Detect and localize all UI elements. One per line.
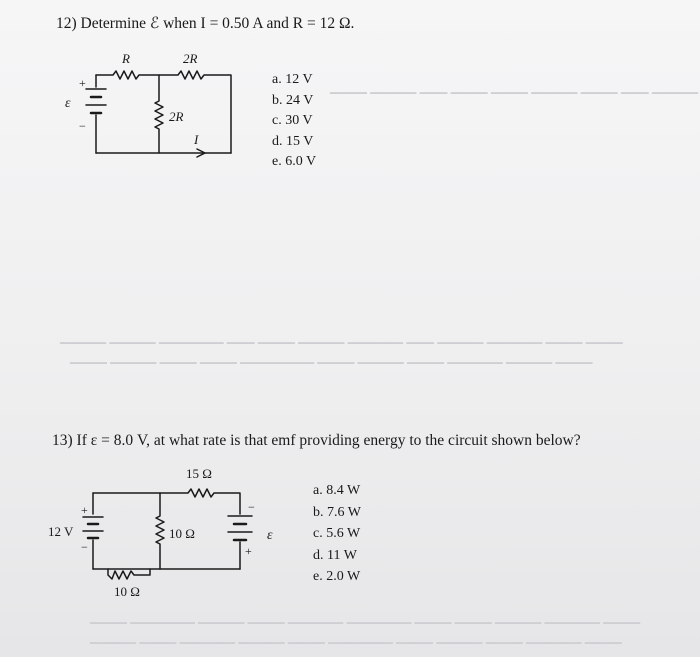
- q12-2r-mid-label: 2R: [169, 109, 184, 124]
- choice-d[interactable]: d. 15 V: [272, 133, 314, 149]
- q13-10-ohm-mid-label: 10 Ω: [169, 526, 195, 541]
- choice-d[interactable]: d. 11 W: [313, 547, 357, 563]
- q13-left-minus-label: −: [81, 540, 88, 554]
- q12-plus-label: +: [79, 76, 86, 90]
- choice-e[interactable]: e. 2.0 W: [313, 569, 361, 584]
- choice-b[interactable]: b. 7.6 W: [313, 504, 361, 520]
- top-branch-wire: [96, 71, 231, 153]
- top-wire-15-ohm: [93, 489, 240, 514]
- choice-c[interactable]: c. 5.6 W: [313, 526, 361, 541]
- q13-12v-label: 12 V: [48, 524, 74, 539]
- q12-current-label: I: [194, 132, 199, 147]
- middle-resistor-2r: [155, 75, 163, 153]
- bottom-resistor-10-ohm: [108, 569, 150, 579]
- choice-a[interactable]: a. 12 V: [272, 72, 313, 87]
- q13-right-minus-label: −: [248, 500, 255, 514]
- q13-emf-label: ε: [267, 528, 273, 543]
- question-12-title: 12) Determine ℰ when I = 0.50 A and R = 12 Ω.: [56, 15, 355, 32]
- bleed-through-text: ▁▁▁▁ ▁▁▁▁▁ ▁▁▁ ▁▁▁▁ ▁▁▁▁ ▁▁▁▁▁ ▁▁▁▁ ▁▁▁ ▁▁▁▁▁: [330, 80, 699, 94]
- choice-b[interactable]: b. 24 V: [272, 92, 314, 108]
- middle-resistor-10-ohm: [156, 493, 164, 569]
- q12-minus-label: −: [79, 119, 86, 133]
- bleed-through-text: ▁▁▁▁ ▁▁▁▁▁▁▁ ▁▁▁▁▁ ▁▁▁▁ ▁▁▁▁▁▁ ▁▁▁▁▁▁▁ ▁▁▁▁ ▁▁▁▁ ▁▁▁▁▁ ▁▁▁▁▁▁ ▁▁▁▁: [90, 610, 641, 624]
- question-13-title: 13) If ε = 8.0 V, at what rate is that emf providing energy to the circuit shown below?: [52, 432, 581, 449]
- choice-a[interactable]: a. 8.4 W: [313, 483, 361, 498]
- q13-15-ohm-label: 15 Ω: [186, 466, 212, 481]
- choice-e[interactable]: e. 6.0 V: [272, 154, 317, 169]
- q13-left-plus-label: +: [81, 503, 88, 517]
- q12-emf-label: ε: [65, 96, 71, 111]
- q12-2r-top-label: 2R: [183, 51, 198, 66]
- question-12-choices: [272, 70, 316, 173]
- question-13-choices: [313, 480, 361, 588]
- bleed-through-text: ▁▁▁▁▁ ▁▁▁▁ ▁▁▁▁▁▁ ▁▁▁▁▁ ▁▁▁▁ ▁▁▁▁▁▁▁ ▁▁▁▁ ▁▁▁▁▁ ▁▁▁▁ ▁▁▁▁▁▁ ▁▁▁▁: [90, 630, 622, 644]
- q12-r-label: R: [122, 51, 130, 66]
- question-13-circuit: [40, 462, 320, 612]
- q13-10-ohm-bottom-label: 10 Ω: [114, 584, 140, 599]
- choice-c[interactable]: c. 30 V: [272, 113, 313, 128]
- q13-right-plus-label: +: [245, 544, 252, 558]
- bleed-through-text: ▁▁▁▁▁ ▁▁▁▁▁ ▁▁▁▁▁▁▁ ▁▁▁ ▁▁▁▁ ▁▁▁▁▁ ▁▁▁▁▁▁ ▁▁▁ ▁▁▁▁▁ ▁▁▁▁▁▁ ▁▁▁▁ ▁▁▁▁: [60, 330, 623, 344]
- bleed-through-text: ▁▁▁▁ ▁▁▁▁▁ ▁▁▁▁ ▁▁▁▁ ▁▁▁▁▁▁▁▁ ▁▁▁▁ ▁▁▁▁▁ ▁▁▁▁ ▁▁▁▁▁▁ ▁▁▁▁▁ ▁▁▁▁: [70, 350, 593, 364]
